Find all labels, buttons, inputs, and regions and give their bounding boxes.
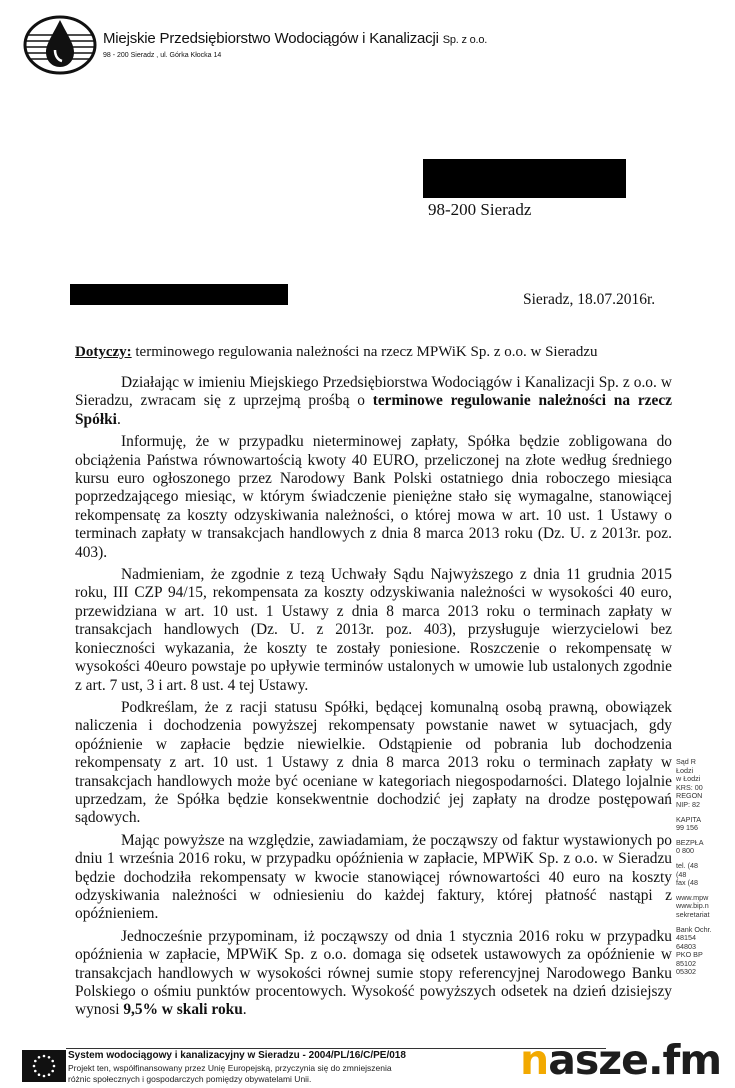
paragraph-6: Jednocześnie przypominam, iż począwszy od dnia 1 stycznia 2016 roku w przypadku opóźnienia w zapłacie, MPWiK Sp. z o.o. domaga się odsetek ustawowych za opóźnienie w transakcjach handlowych w wysokości równej sumie stopy referencyjnej Narodowego Banku Polskiego o ośmiu punktów procentowych. Wysokość powyższych odsetek na dzień dzisiejszy wynosi 9,5% w skali roku.	[75, 927, 672, 1019]
footer-line-2: różnic społecznych i gospodarczych pomiędzy obywatelami Unii.	[68, 1074, 312, 1084]
company-suffix: Sp. z o.o.	[442, 34, 488, 46]
letter-body	[75, 374, 672, 1024]
subject-text: terminowego regulowania należności na rzecz MPWiK Sp. z o.o. w Sieradzu	[131, 344, 598, 360]
water-drop-logo-icon	[22, 14, 98, 76]
recipient-city: 98-200 Sieradz	[428, 200, 532, 219]
eu-flag-icon	[22, 1050, 66, 1082]
nasze-fm-watermark: nasze.fm	[520, 1036, 722, 1084]
subject-line	[75, 344, 598, 361]
footer-line-1: Projekt ten, współfinansowany przez Unię Europejską, przyczynia się do zmniejszenia	[68, 1063, 392, 1073]
company-address: 98 - 200 Sieradz , ul. Górka Kłocka 14	[103, 52, 222, 59]
paragraph-4: Podkreślam, że z racji statusu Spółki, będącej komunalną osobą prawną, obowiązek naliczenia i dochodzenia powyższej rekompensaty powstanie nawet w sytuacjach, gdy opóźnienie w zapłacie będzie niewielkie. Odstąpienie od pobrania lub dochodzenia rekompensaty z art. 10 ust. 1 Ustawy z dnia 8 marca 2013 roku o terminach zapłaty w transakcjach handlowych może być oceniane w kategoriach niegospodarności. Dlatego lojalnie uprzedzam, że Spółka będzie konsekwentnie dochodzić jej zapłaty na drodze postępowań sądowych.	[75, 698, 672, 827]
place-date: Sieradz, 18.07.2016r.	[523, 291, 656, 308]
side-company-info: Sąd R Łodzi w Łodzi KRS: 00 REGON NIP: 82 KAPITA 99 156 BEZPŁA 0 800 tel. (48 (48 fax (48 www.mpw www.bip.n sekretariat Bank Ochr. 48154 64803 PKO BP 85102 05302	[676, 758, 712, 977]
paragraph-1: Działając w imieniu Miejskiego Przedsiębiorstwa Wodociągów i Kanalizacji Sp. z o.o. w Sieradzu, zwracam się z uprzejmą prośbą o terminowe regulowanie należności na rzecz Spółki.	[75, 374, 672, 428]
subject-label: Dotyczy:	[75, 344, 132, 360]
company-name-text: Miejskie Przedsiębiorstwo Wodociągów i Kanalizacji	[103, 30, 439, 47]
emphasis-interest-rate: 9,5% w skali roku	[123, 1001, 243, 1019]
company-name	[103, 30, 487, 47]
footer-project-title: System wodociągowy i kanalizacyjny w Sieradzu - 2004/PL/16/C/PE/018	[68, 1050, 406, 1061]
emphasis-prompt-payment: terminowe regulowanie należności na rzecz Spółki	[75, 392, 672, 428]
paragraph-2: Informuję, że w przypadku nieterminowej zapłaty, Spółka będzie zobligowana do obciążenia Państwa równowartością kwoty 40 EURO, przeliczonej na złote według średniego kursu euro ogłoszonego przez Narodowy Bank Polski ostatniego dnia roboczego miesiąca poprzedzającego miesiąc, w którym świadczenie pieniężne stało się wymagalne, stanowiącej rekompensatę za koszty odzyskiwania należności, o której mowa w art. 10 ust. 1 Ustawy o terminach zapłaty w transakcjach handlowych z dnia 8 marca 2013 roku (Dz. U. z 2013r. poz. 403).	[75, 433, 672, 561]
redacted-recipient-name	[423, 159, 626, 198]
paragraph-3: Nadmieniam, że zgodnie z tezą Uchwały Sądu Najwyższego z dnia 11 grudnia 2015 roku, III CZP 94/15, rekompensata za koszty odzyskiwania należności w wysokości 40 euro, przewidziana w art. 10 ust. 1 Ustawy z dnia 8 marca 2013 roku o terminach zapłaty w transakcjach handlowych (Dz. U. z 2013r. poz. 403), przysługuje wierzycielowi bez konieczności wykazania, że koszty te zostały poniesione. Roszczenie o rekompensatę w wysokości 40euro powstaje po upływie terminów ustalonych w umowie lub ustalonych zgodnie z art. 7 ust, 3 i art. 8 ust. 4 tej Ustawy.	[75, 566, 672, 694]
paragraph-5: Mając powyższe na względzie, zawiadamiam, że począwszy od faktur wystawionych po dniu 1 września 2016 roku, w przypadku opóźnienia w zapłacie, MPWiK Sp. z o.o. w Sieradzu będzie dochodziła rekompensaty w kwocie stanowiącej równowartości 40 euro na koszty odzyskiwania należności w odniesieniu do każdej faktury, której płatność nastąpi z opóźnieniem.	[75, 831, 672, 923]
redacted-reference	[70, 284, 288, 305]
